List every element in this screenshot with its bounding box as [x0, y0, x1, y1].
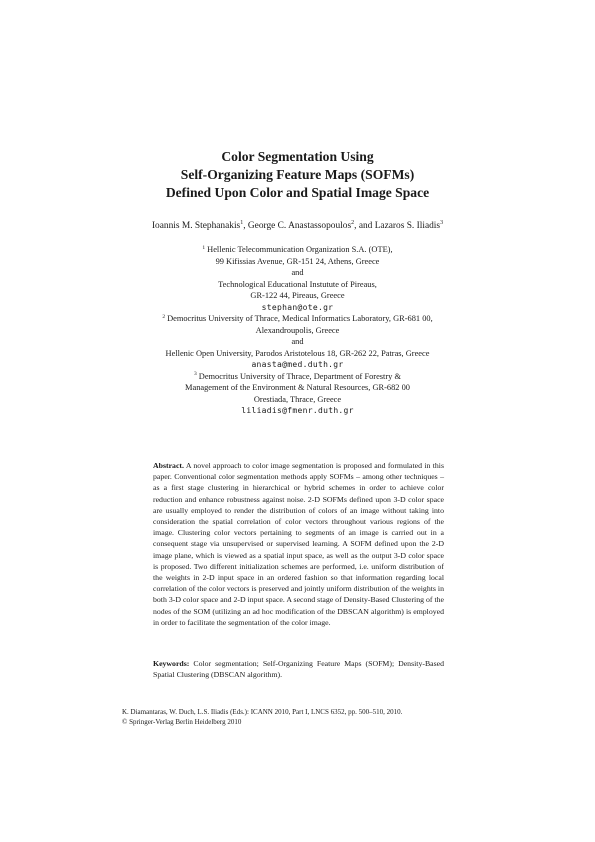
email-text: anasta@med.duth.gr	[251, 360, 344, 369]
affiliation-text: Democritus University of Thrace, Medical Informatics Laboratory, GR-681 00,	[167, 314, 433, 323]
abstract	[153, 460, 444, 628]
email-text: liliadis@fmenr.duth.gr	[241, 406, 354, 415]
keywords-text: Color segmentation; Self-Organizing Feature Maps (SOFM); Density-Based Spatial Clustering (DBSCAN algorithm).	[153, 659, 444, 680]
author-name: Lazaros S. Iliadis	[374, 221, 441, 231]
affiliation-text: Hellenic Open University, Parodos Aristotelous 18, GR-262 22, Patras, Greece	[165, 348, 430, 358]
paper-title	[0, 148, 595, 202]
author-name: Ioannis M. Stephanakis	[151, 221, 241, 231]
affiliation-line	[0, 371, 595, 383]
abstract-label: Abstract.	[153, 461, 184, 470]
title-line-1: Color Segmentation Using	[221, 149, 374, 164]
affiliation-email	[0, 405, 595, 417]
author-affiliation-mark: 2	[351, 220, 355, 226]
affiliation-email	[0, 302, 595, 314]
affiliation-text: and	[291, 337, 304, 346]
affiliation-line	[0, 267, 595, 279]
author-affiliation-mark: 1	[240, 220, 244, 226]
citation-line: K. Diamantaras, W. Duch, L.S. Iliadis (Eds.): ICANN 2010, Part I, LNCS 6352, pp. 500–510, 2010.	[122, 708, 403, 716]
affiliation-line	[0, 256, 595, 268]
affiliation-line	[0, 290, 595, 302]
affiliation-line	[0, 313, 595, 325]
author-name: George C. Anastassopoulos	[247, 221, 352, 231]
author-separator: , and	[354, 221, 375, 231]
affiliation-line	[0, 394, 595, 406]
affiliations-block	[0, 244, 595, 417]
author-affiliation-mark: 3	[440, 220, 444, 226]
affiliation-line	[0, 382, 595, 394]
affiliation-mark: 3	[194, 371, 197, 377]
author-separator: ,	[243, 221, 248, 231]
affiliation-text: Management of the Environment & Natural Resources, GR-682 00	[185, 383, 410, 392]
affiliation-mark: 2	[162, 313, 166, 320]
affiliation-text: Orestiada, Thrace, Greece	[253, 394, 342, 404]
affiliation-line	[0, 244, 595, 256]
affiliation-line	[0, 279, 595, 291]
affiliation-email	[0, 359, 595, 371]
affiliation-text: GR-122 44, Pireaus, Greece	[250, 291, 345, 300]
affiliation-line	[0, 336, 595, 348]
affiliation-line	[0, 325, 595, 337]
citation-footer	[122, 708, 482, 727]
author-list	[0, 220, 595, 232]
copyright-line: © Springer-Verlag Berlin Heidelberg 2010	[122, 717, 242, 726]
affiliation-text: Democritus University of Thrace, Department of Forestry &	[198, 371, 401, 381]
keywords	[153, 658, 444, 680]
affiliation-mark: 1	[202, 244, 206, 251]
email-text: stephan@ote.gr	[261, 302, 334, 312]
abstract-text: A novel approach to color image segmentation is proposed and formulated in this paper. Conventional color segmentation methods apply SOFMs – among other techniques – as a first stage clustering in hierarchical or hybrid schemes in order to achieve color reduction and enhance robustness against noise. 2-D SOFMs defined upon 3-D color space are usually employed to render the distribution of colors of an image without taking into consideration the spatial correlation of color vectors throughout various regions of the image. Clustering color vectors pertaining to segments of an image is carried out in a consequent stage via unsupervised or supervised learning. A SOFM defined upon the 2-D image plane, which is viewed as a spatial input space, as well as the output 3-D color space is proposed. Two different initialization schemes are performed, i.e. uniform distribution of the weights in 2-D input space in an ordered fashion so that information regarding local correlation of the color vectors is preserved and jointly uniform distribution of the weights in both 3-D color space and 2-D input space. A second stage of Density-Based Clustering of the nodes of the SOM (utilizing an ad hoc modification of the DBSCAN algorithm) is employed in order to facilitate the segmentation of the color image.	[153, 461, 444, 627]
affiliation-text: and	[291, 268, 304, 277]
affiliation-text: Technological Educational Instutute of Pireaus,	[218, 279, 377, 289]
affiliation-text: Hellenic Telecommunication Organization S.A. (OTE),	[207, 245, 393, 254]
affiliation-line	[0, 348, 595, 360]
title-line-3: Defined Upon Color and Spatial Image Space	[165, 185, 430, 200]
affiliation-text: Alexandroupolis, Greece	[255, 325, 340, 335]
keywords-label: Keywords:	[153, 659, 190, 668]
affiliation-text: 99 Kifissias Avenue, GR-151 24, Athens, Greece	[215, 256, 380, 266]
title-line-2: Self-Organizing Feature Maps (SOFMs)	[180, 167, 415, 182]
